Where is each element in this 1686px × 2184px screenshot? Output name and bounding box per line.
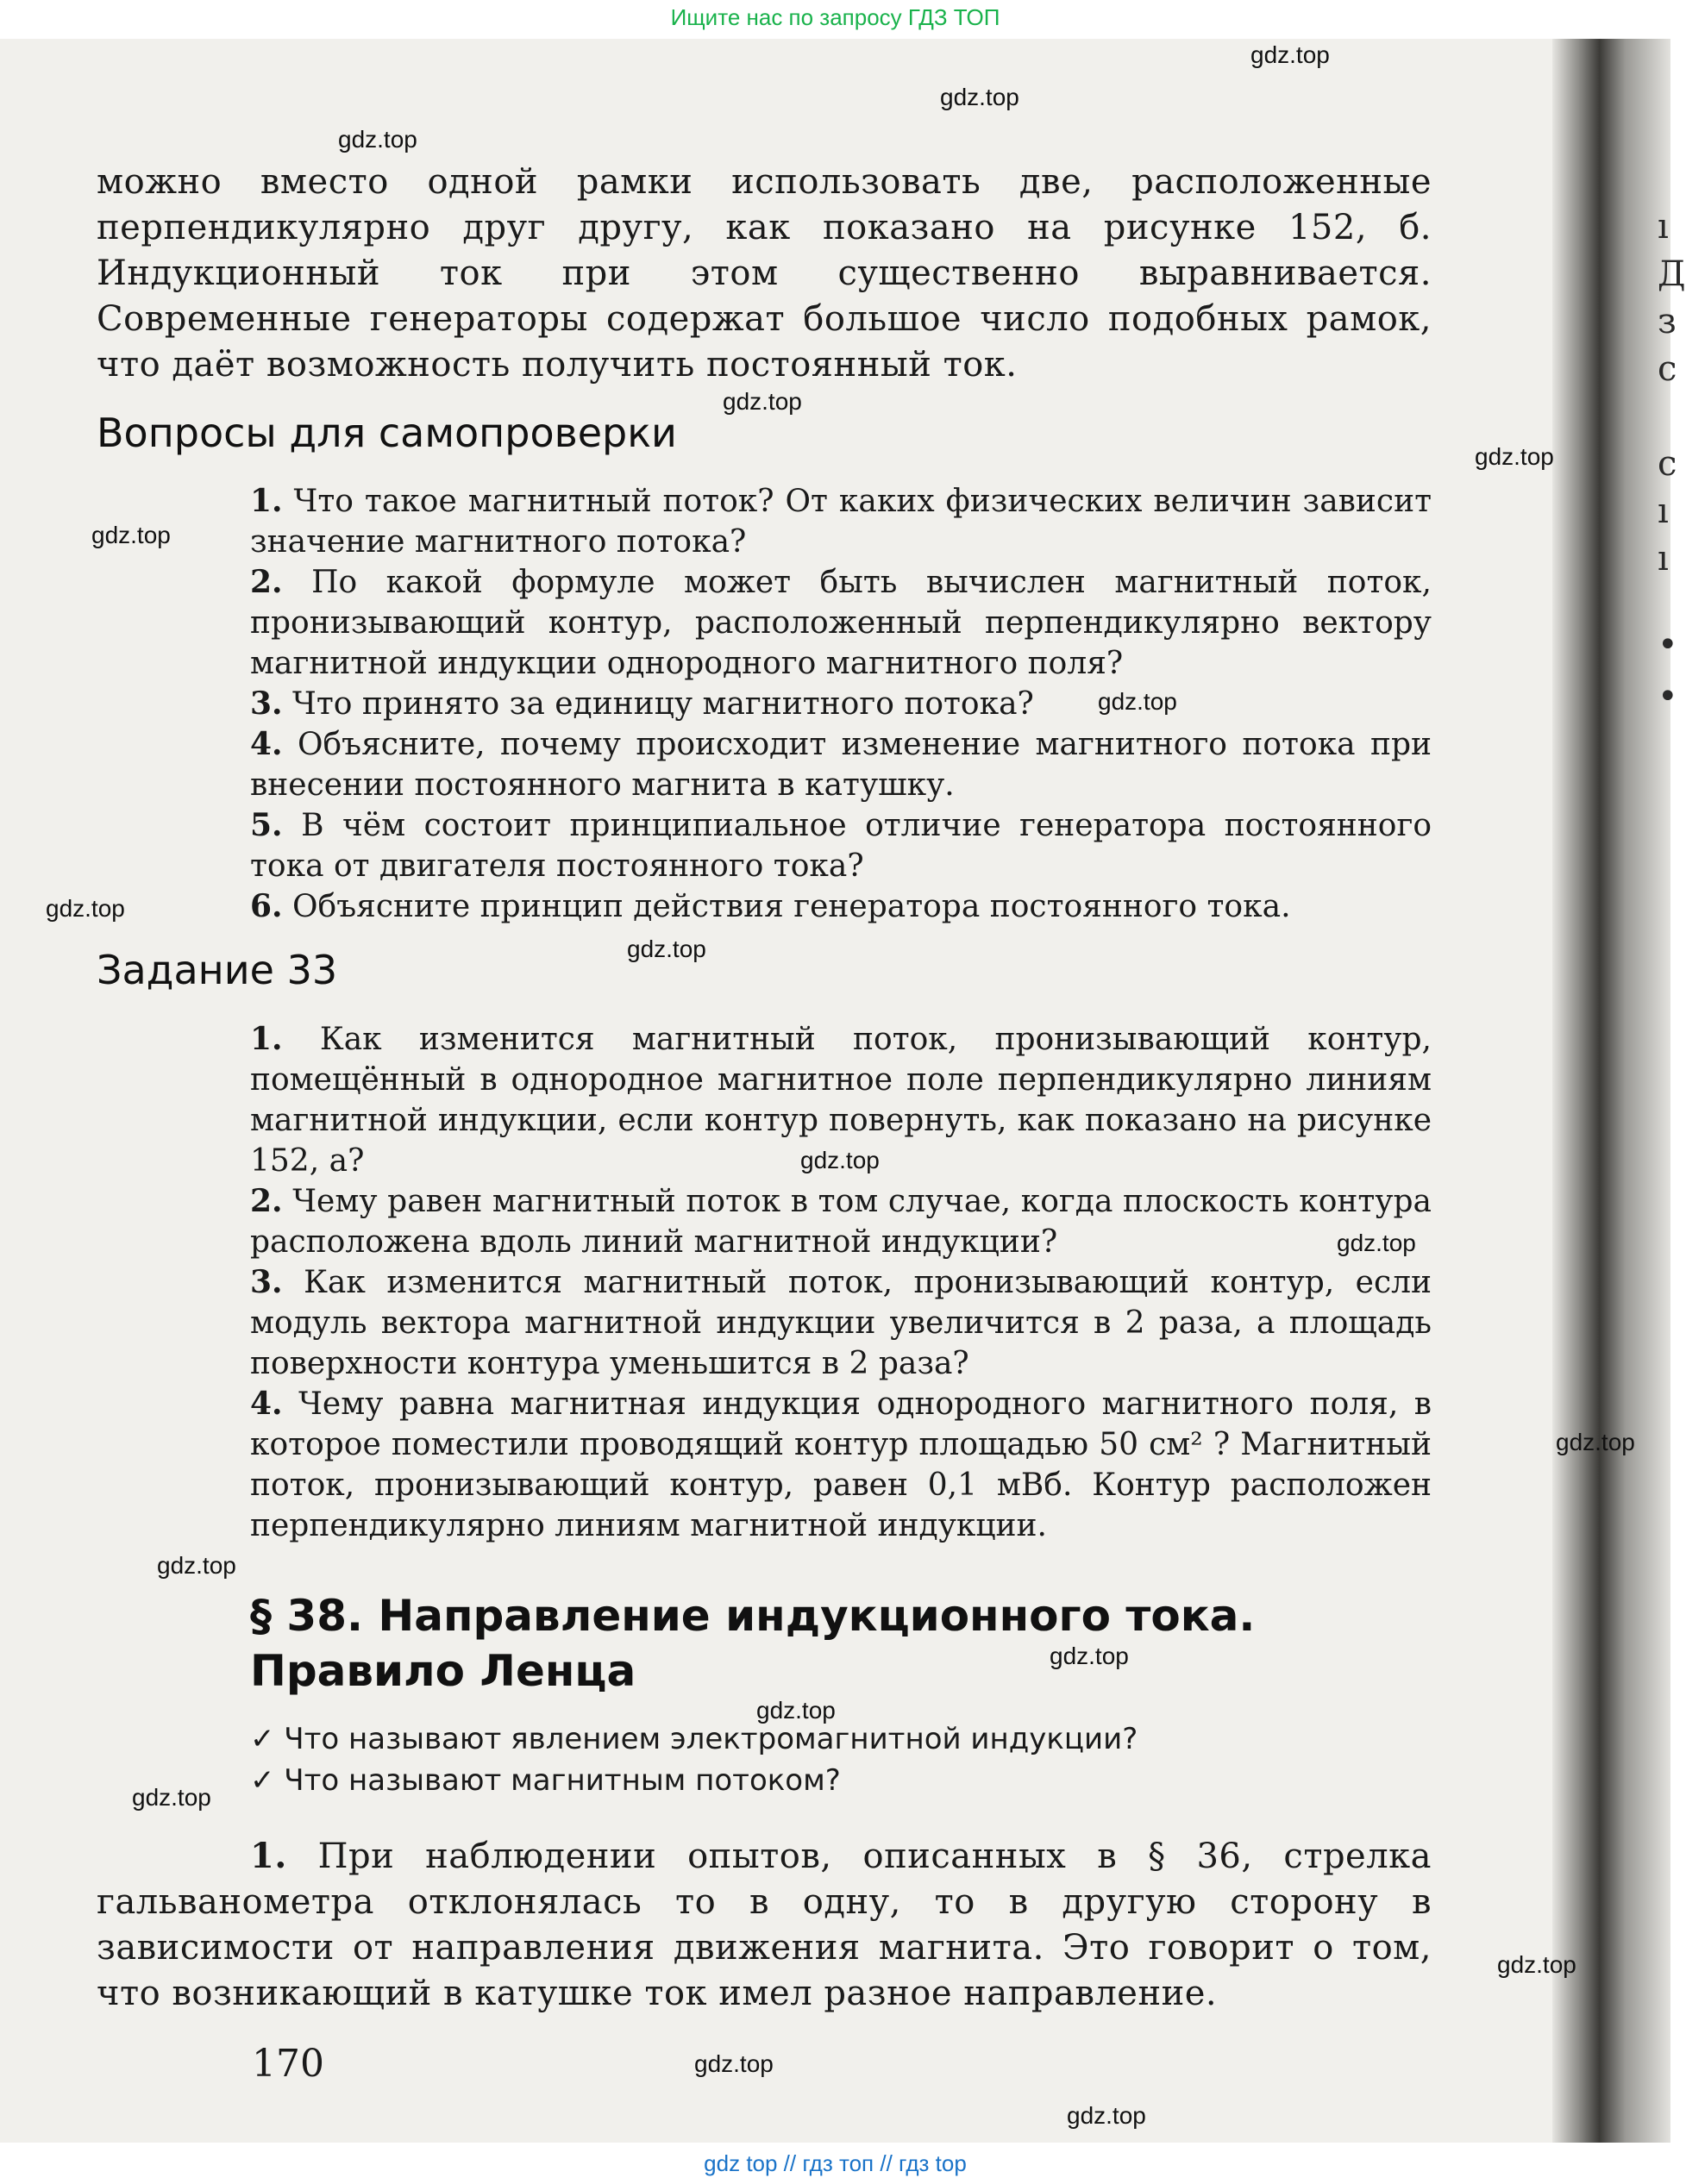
task-text: Как изменится магнитный поток, пронизывающий контур, помещённый в однородное магнитное поле перпендикулярно линиям магнитной индукции, если контур повернуть, как показано на рисунке 152, а? [250,1022,1432,1179]
question-number: 6. [250,888,283,924]
page-number: 170 [252,2042,324,2086]
question-item [250,684,1432,724]
task-number: 2. [250,1183,283,1219]
watermark-text: gdz.top [1067,2102,1146,2129]
watermark-text: gdz.top [723,388,802,415]
watermark-text: gdz.top [1556,1429,1635,1455]
intro-block [97,160,1432,388]
section-title-line1: § 38. Направление индукционного тока. [250,1591,1256,1641]
question-item [250,886,1432,927]
edge-letter: с [1658,444,1677,484]
question-text: Объясните, почему происходит изменение магнитного потока при внесении постоянного магнита в катушку. [250,727,1432,803]
question-item [250,724,1432,805]
task-list [250,1019,1432,1546]
edge-letter: ı [1658,491,1669,531]
section-paragraph [97,1833,1432,2017]
watermark-text: gdz.top [694,2050,774,2077]
edge-letter: з [1658,302,1677,341]
section-title-line2: Правило Ленца [250,1646,636,1696]
task-text: Чему равна магнитная индукция однородного магнитного поля, в которое поместили проводящий контур площадью 50 см² ? Магнитный поток, пронизывающий контур, равен 0,1 мВб. Контур расположен перпендикулярно линиям магнитной индукции. [250,1386,1432,1543]
bottom-banner[interactable]: gdz top // гдз топ // гдз top [704,2150,967,2176]
question-text: Что принято за единицу магнитного потока? [292,686,1034,722]
question-number: 4. [250,726,283,762]
task-text: Чему равен магнитный поток в том случае, когда плоскость контура расположена вдоль линий магнитной индукции? [250,1184,1432,1260]
paragraph-number: 1. [250,1836,287,1876]
task-item [250,1262,1432,1384]
edge-letter: • [1658,677,1678,717]
question-item [250,562,1432,684]
watermark-text: gdz.top [1337,1230,1416,1256]
review-checks [250,1718,1432,1801]
watermark-text: gdz.top [756,1697,836,1724]
task-item [250,1181,1432,1262]
paragraph-text: При наблюдении опытов, описанных в § 36, стрелка гальванометра отклонялась то в одну, то в другую сторону в зависимости от направления движения магнита. Это говорит о том, что возникающий в катушке ток имел разное направление. [97,1837,1432,2013]
page-spine-shadow [1552,39,1670,2143]
question-text: В чём состоит принципиальное отличие генератора постоянного тока от двигателя постоянного тока? [250,808,1432,884]
watermark-text: gdz.top [1050,1643,1129,1669]
watermark-text: gdz.top [157,1552,236,1579]
question-number: 5. [250,807,283,843]
intro-paragraph: можно вместо одной рамки использовать две, расположенные перпендикулярно друг другу, как показано на рисунке 152, б. Индукционный ток при этом существенно выравнивается. Современные генераторы содержат большое число подобных рамок, что даёт возможность получить постоянный ток. [97,162,1432,385]
watermark-text: gdz.top [1497,1951,1576,1978]
edge-letter: с [1658,349,1677,389]
task-number: 3. [250,1264,283,1300]
watermark-text: gdz.top [1250,41,1330,68]
question-number: 1. [250,483,283,519]
question-item [250,805,1432,886]
task-heading: Задание 33 [97,947,338,993]
question-item [250,481,1432,562]
task-item [250,1384,1432,1546]
watermark-text: gdz.top [1475,443,1554,470]
edge-letter: Д [1658,254,1686,294]
question-number: 3. [250,685,283,722]
watermark-text: gdz.top [46,895,125,922]
question-number: 2. [250,564,283,600]
watermark-text: gdz.top [338,126,417,153]
check-item: ✓ Что называют магнитным потоком? [250,1763,841,1798]
task-number: 1. [250,1021,283,1057]
edge-letter: ı [1658,539,1669,579]
self-check-list [250,481,1432,927]
edge-letter: • [1658,625,1678,665]
watermark-text: gdz.top [940,84,1019,110]
question-text: По какой формуле может быть вычислен магнитный поток, пронизывающий контур, расположенный перпендикулярно вектору магнитной индукции однородного магнитного поля? [250,565,1432,681]
watermark-text: gdz.top [132,1784,211,1811]
top-banner[interactable]: Ищите нас по запросу ГДЗ ТОП [670,4,1000,30]
watermark-text: gdz.top [91,522,171,548]
watermark-text: gdz.top [1098,688,1177,715]
self-check-heading: Вопросы для самопроверки [97,410,677,456]
task-number: 4. [250,1386,283,1422]
watermark-text: gdz.top [800,1147,880,1173]
task-text: Как изменится магнитный поток, пронизывающий контур, если модуль вектора магнитной индукции увеличится в 2 раза, а площадь поверхности контура уменьшится в 2 раза? [250,1265,1432,1381]
check-item: ✓ Что называют явлением электромагнитной индукции? [250,1722,1138,1756]
watermark-text: gdz.top [627,936,706,962]
edge-letter: ı [1658,207,1669,247]
section-paragraph-block [97,1833,1432,2017]
question-text: Объясните принцип действия генератора постоянного тока. [292,889,1291,924]
question-text: Что такое магнитный поток? От каких физических величин зависит значение магнитного потока? [250,484,1432,560]
